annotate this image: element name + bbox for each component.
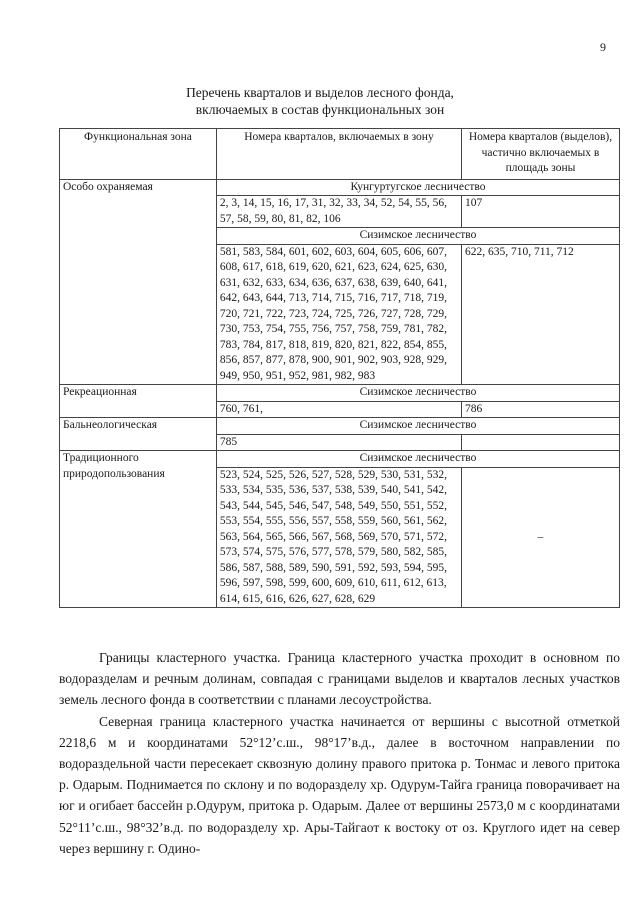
zone-name: Традиционного природопользования [60, 451, 217, 608]
forestry-name: Сизимское лесничество [216, 385, 619, 402]
header-row [60, 129, 620, 180]
page-title [0, 84, 640, 118]
partial-quarters [461, 434, 619, 451]
included-quarters: 2, 3, 14, 15, 16, 17, 31, 32, 33, 34, 52, 54, 55, 56, 57, 58, 59, 80, 81, 82, 106 [216, 196, 461, 228]
partial-quarters: 107 [461, 196, 619, 228]
included-quarters: 785 [216, 434, 461, 451]
table-row [60, 179, 620, 196]
partial-quarters: 622, 635, 710, 711, 712 [461, 244, 619, 385]
included-quarters: 581, 583, 584, 601, 602, 603, 604, 605, 606, 607, 608, 617, 618, 619, 620, 621, 623, 624, 625, 630, 631, 632, 633, 634, 636, 637, 638, 639, 640, 641, 642, 643, 644, 713, 714, 715, 716, 717, 718, 719, 720, 721, 722, 723, 724, 725, 726, 727, 728, 729, 730, 753, 754, 755, 756, 757, 758, 759, 781, 782, 783, 784, 817, 818, 819, 820, 821, 822, 854, 855, 856, 857, 877, 878, 900, 901, 902, 903, 928, 929, 949, 950, 951, 952, 981, 982, 983 [216, 244, 461, 385]
included-quarters: 523, 524, 525, 526, 527, 528, 529, 530, 531, 532, 533, 534, 535, 536, 537, 538, 539, 540, 541, 542, 543, 544, 545, 546, 547, 548, 549, 550, 551, 552, 553, 554, 555, 556, 557, 558, 559, 560, 561, 562, 563, 564, 565, 566, 567, 568, 569, 570, 571, 572, 573, 574, 575, 576, 577, 578, 579, 580, 582, 585, 586, 587, 588, 589, 590, 591, 592, 593, 594, 595, 596, 597, 598, 599, 600, 609, 610, 611, 612, 613, 614, 615, 616, 626, 627, 628, 629 [216, 467, 461, 608]
table-row [60, 451, 620, 468]
paragraph: Границы кластерного участка. Граница кластерного участка проходит в основном по водоразделам и речным долинам, совпадая с границами выделов и кварталов лесных участков земель лесного фонда в соответствии с планами лесоустройства. [59, 650, 620, 708]
zone-name: Особо охраняемая [60, 179, 217, 385]
included-quarters: 760, 761, [216, 401, 461, 418]
forestry-name: Сизимское лесничество [216, 451, 619, 468]
zones-table [59, 128, 620, 608]
forestry-name: Сизимское лесничество [216, 418, 619, 435]
partial-quarters: – [461, 467, 619, 608]
header-included: Номера кварталов, включаемых в зону [216, 129, 461, 180]
zone-name: Бальнеологическая [60, 418, 217, 451]
forestry-name: Кунгуртугское лесничество [216, 179, 619, 196]
zone-name: Рекреационная [60, 385, 217, 418]
title-line-1: Перечень кварталов и выделов лесного фонда, [186, 85, 454, 100]
header-partial: Номера кварталов (выделов), частично включаемых в площадь зоны [461, 129, 619, 180]
title-line-2: включаемых в состав функциональных зон [195, 102, 445, 117]
forestry-name: Сизимское лесничество [216, 228, 619, 245]
partial-quarters: 786 [461, 401, 619, 418]
page-number: 9 [600, 40, 606, 54]
table-row [60, 385, 620, 402]
table-row [60, 418, 620, 435]
paragraph: Северная граница кластерного участка начинается от вершины с высотной отметкой 2218,6 м и координатами 52°12’с.ш., 98°17’в.д., далее в восточном направлении по водораздельной части пересекает сквозную долину правого притока р. Тонмас и левого притока р. Одарым. Поднимается по склону и по водоразделу хр. Одурум-Тайга граница поворачивает на юг и огибает бассейн р.Одурум, притока р. Одарым. Далее от вершины 2573,0 м с координатами 52°11’с.ш., 98°32’в.д. по водоразделу хр. Ары-Тайгаот к востоку от оз. Круглого идет на север через вершину г. Одино- [59, 713, 620, 856]
body-text [59, 647, 620, 859]
header-zone: Функциональная зона [60, 129, 217, 180]
